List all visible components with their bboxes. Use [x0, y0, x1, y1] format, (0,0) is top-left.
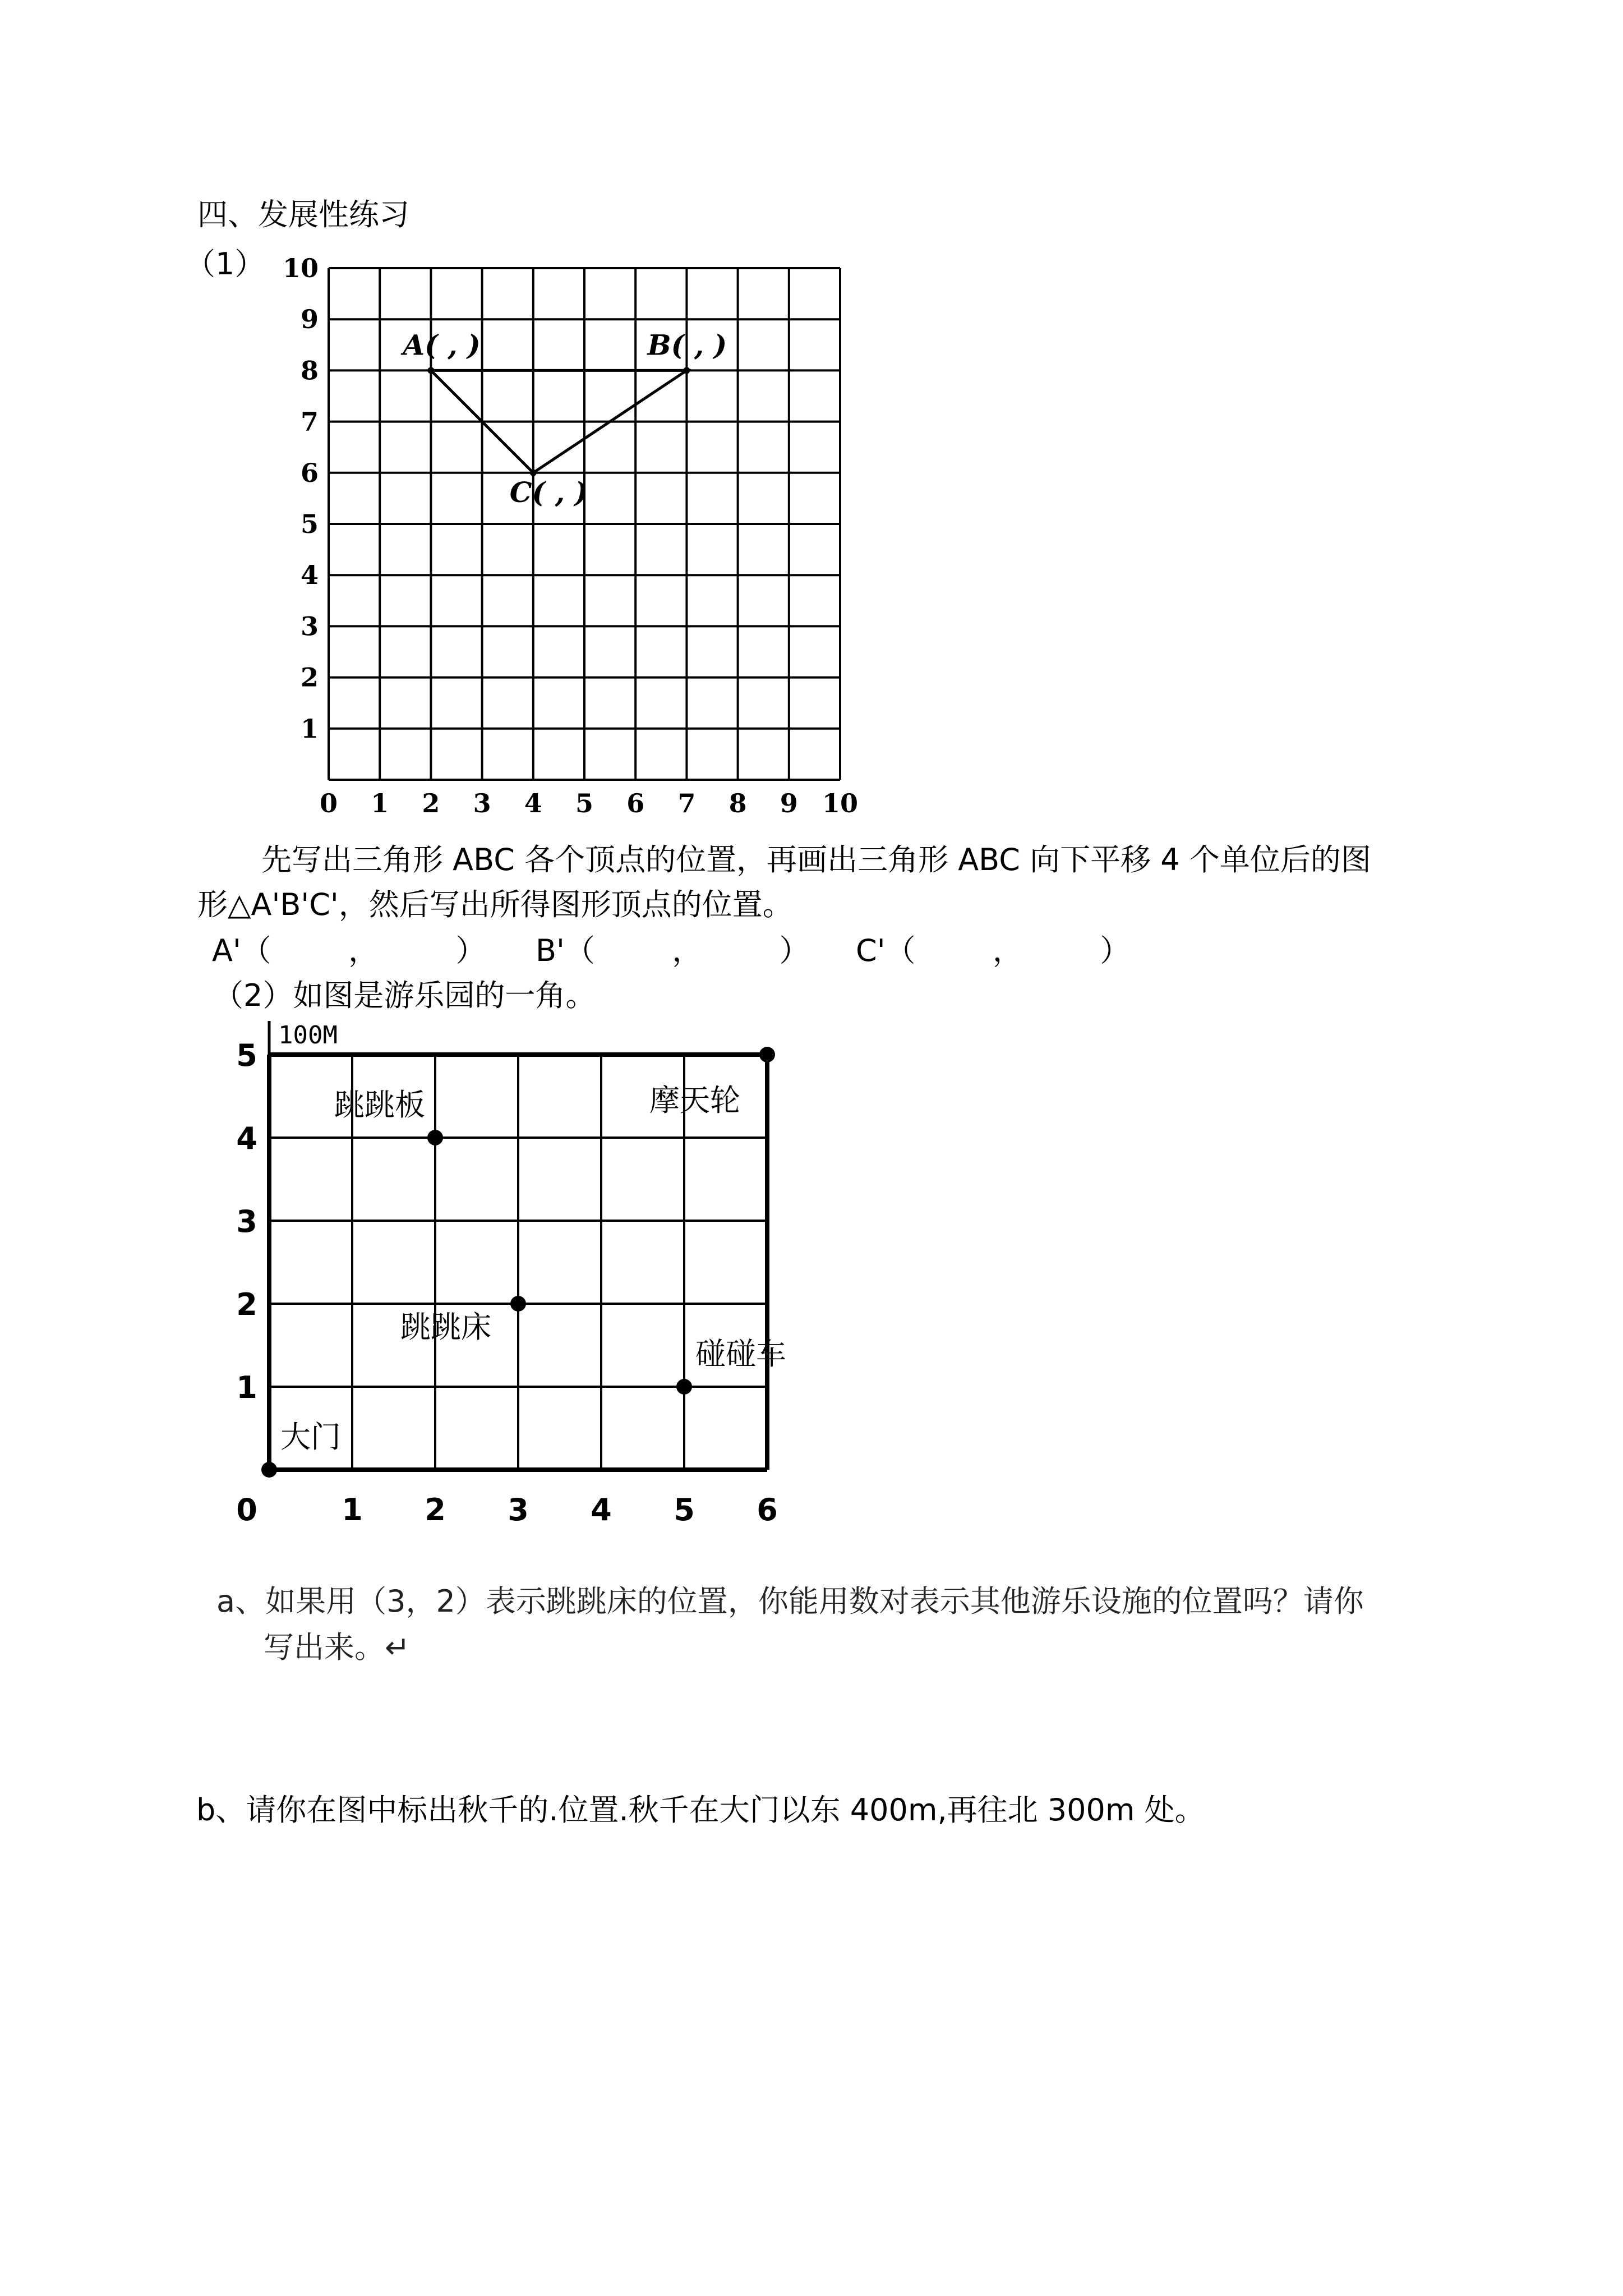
question-a-line-1: a、如果用（3，2）表示跳跳床的位置，你能用数对表示其他游乐设施的位置吗？请你: [216, 1584, 1364, 1619]
question-b: b、请你在图中标出秋千的.位置.秋千在大门以东 400m,再往北 300m 处。: [196, 1792, 1205, 1828]
place-label: 碰碰车: [695, 1336, 786, 1372]
question-a-line-2: 写出来。↵: [264, 1630, 411, 1665]
section-title: 四、发展性练习: [197, 197, 409, 232]
place-marker: [261, 1462, 277, 1478]
answer-a-prime: A'（ ， ）: [212, 933, 486, 968]
y-tick-label: 10: [282, 253, 319, 283]
x-tick-label: 3: [473, 788, 491, 818]
question-2-label: （2）如图是游乐园的一角。: [213, 978, 596, 1013]
map-x-tick: 1: [342, 1492, 363, 1527]
vertex-label: B( , ): [647, 328, 727, 362]
place-marker: [676, 1379, 692, 1395]
vertex-label: A( , ): [403, 328, 481, 362]
map-x-tick: 2: [425, 1492, 446, 1527]
x-tick-label: 7: [677, 788, 696, 818]
y-tick-label: 6: [300, 457, 319, 488]
question-1-label: （1）: [185, 246, 265, 282]
y-tick-label: 2: [300, 662, 319, 693]
map-x-tick: 5: [674, 1492, 695, 1527]
map-x-tick: 6: [757, 1492, 778, 1527]
answer-b-prime: B'（ ， ）: [536, 933, 810, 968]
place-marker: [759, 1047, 775, 1062]
x-tick-label: 9: [780, 788, 798, 818]
map-y-tick: 4: [236, 1121, 257, 1156]
x-tick-label: 1: [371, 788, 389, 818]
x-tick-label: 2: [422, 788, 440, 818]
x-tick-label: 10: [822, 788, 859, 818]
map-y-tick: 1: [236, 1370, 257, 1405]
place-marker: [427, 1130, 443, 1145]
map-y-tick: 5: [236, 1038, 257, 1073]
y-tick-label: 4: [300, 560, 319, 591]
x-tick-label: 5: [575, 788, 594, 818]
place-label: 跳跳床: [400, 1309, 491, 1345]
answer-c-prime: C'（ ， ）: [856, 933, 1131, 968]
vertex-label: C( , ): [509, 475, 588, 509]
x-tick-label: 0: [319, 788, 338, 818]
place-marker: [510, 1296, 526, 1312]
scale-label: 100M: [278, 1021, 338, 1050]
instruction-line-1: 先写出三角形 ABC 各个顶点的位置，再画出三角形 ABC 向下平移 4 个单位后的图: [261, 842, 1371, 877]
x-tick-label: 4: [524, 788, 542, 818]
x-tick-label: 6: [626, 788, 645, 818]
y-tick-label: 5: [300, 509, 319, 539]
place-label: 摩天轮: [649, 1083, 740, 1118]
map-y-tick: 3: [236, 1204, 257, 1239]
place-label: 大门: [280, 1419, 341, 1455]
map-x-tick: 0: [236, 1492, 257, 1527]
instruction-line-2: 形△A'B'C'，然后写出所得图形顶点的位置。: [197, 887, 793, 922]
y-tick-label: 9: [300, 304, 319, 335]
map-y-tick: 2: [236, 1287, 257, 1322]
y-tick-label: 1: [300, 713, 319, 744]
map-x-tick: 3: [508, 1492, 529, 1527]
y-tick-label: 3: [300, 611, 319, 642]
map-x-tick: 4: [591, 1492, 612, 1527]
y-tick-label: 8: [300, 355, 319, 386]
y-tick-label: 7: [300, 406, 319, 437]
place-label: 跳跳板: [334, 1087, 425, 1122]
x-tick-label: 8: [728, 788, 747, 818]
